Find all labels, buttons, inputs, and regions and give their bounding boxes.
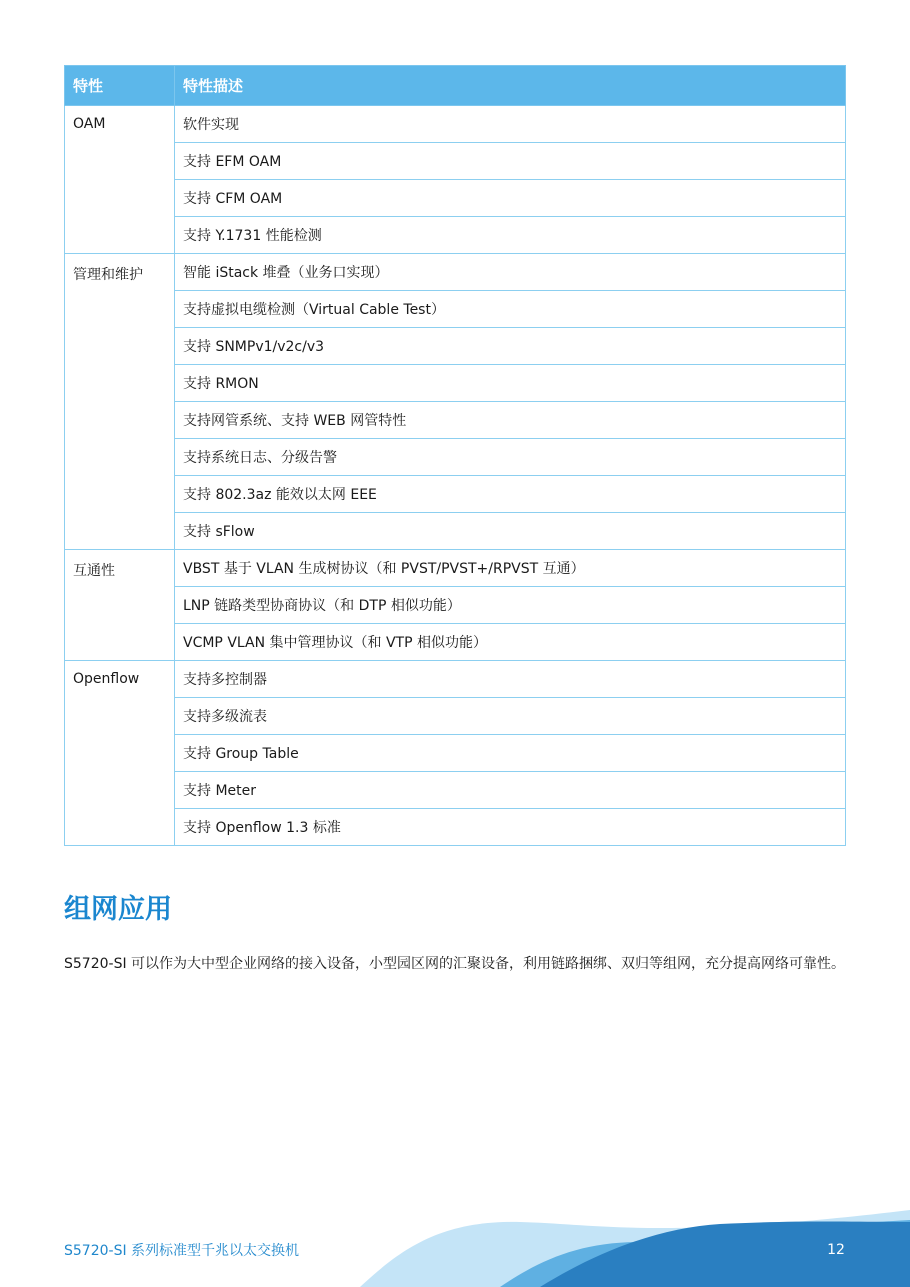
feature-description: 支持虚拟电缆检测（Virtual Cable Test） — [175, 291, 846, 328]
footer-wave-decoration — [0, 1180, 910, 1287]
feature-interoperability: 互通性 — [65, 550, 175, 661]
section-body: S5720-SI 可以作为大中型企业网络的接入设备，小型园区网的汇聚设备，利用链路捆绑、双归等组网，充分提高网络可靠性。 — [64, 956, 846, 972]
table-row — [65, 291, 846, 328]
table-row — [65, 735, 846, 772]
table-row — [65, 772, 846, 809]
table-row — [65, 328, 846, 365]
table-row — [65, 550, 846, 587]
feature-oam: OAM — [65, 106, 175, 254]
table-row — [65, 254, 846, 291]
feature-description: 支持 Openflow 1.3 标准 — [175, 809, 846, 846]
feature-description: 支持 EFM OAM — [175, 143, 846, 180]
feature-description: LNP 链路类型协商协议（和 DTP 相似功能） — [175, 587, 846, 624]
page-number: 12 — [827, 1242, 845, 1258]
table-row — [65, 809, 846, 846]
table-row — [65, 476, 846, 513]
feature-description: VCMP VLAN 集中管理协议（和 VTP 相似功能） — [175, 624, 846, 661]
feature-description: 支持 802.3az 能效以太网 EEE — [175, 476, 846, 513]
feature-description: 支持 sFlow — [175, 513, 846, 550]
table-header-row — [65, 66, 846, 106]
feature-description: 支持 Meter — [175, 772, 846, 809]
table-row — [65, 180, 846, 217]
feature-description: 支持 CFM OAM — [175, 180, 846, 217]
feature-description: 支持多级流表 — [175, 698, 846, 735]
feature-table — [64, 65, 846, 846]
feature-description: 智能 iStack 堆叠（业务口实现） — [175, 254, 846, 291]
header-description: 特性描述 — [175, 66, 846, 106]
table-row — [65, 661, 846, 698]
feature-openflow: Openflow — [65, 661, 175, 846]
feature-description: 支持 RMON — [175, 365, 846, 402]
feature-description: 支持 SNMPv1/v2c/v3 — [175, 328, 846, 365]
feature-description: 软件实现 — [175, 106, 846, 143]
table-row — [65, 698, 846, 735]
table-row — [65, 217, 846, 254]
header-feature: 特性 — [65, 66, 175, 106]
table-row — [65, 365, 846, 402]
section-title: 组网应用 — [64, 894, 172, 925]
feature-description: VBST 基于 VLAN 生成树协议（和 PVST/PVST+/RPVST 互通） — [175, 550, 846, 587]
table-row — [65, 439, 846, 476]
feature-description: 支持 Group Table — [175, 735, 846, 772]
table-row — [65, 587, 846, 624]
table-row — [65, 143, 846, 180]
feature-description: 支持系统日志、分级告警 — [175, 439, 846, 476]
feature-description: 支持多控制器 — [175, 661, 846, 698]
table-row — [65, 624, 846, 661]
feature-management: 管理和维护 — [65, 254, 175, 550]
table-row — [65, 106, 846, 143]
table-row — [65, 402, 846, 439]
footer-product-title: S5720-SI 系列标准型千兆以太交换机 — [64, 1243, 300, 1259]
feature-description: 支持网管系统、支持 WEB 网管特性 — [175, 402, 846, 439]
table-row — [65, 513, 846, 550]
feature-description: 支持 Y.1731 性能检测 — [175, 217, 846, 254]
